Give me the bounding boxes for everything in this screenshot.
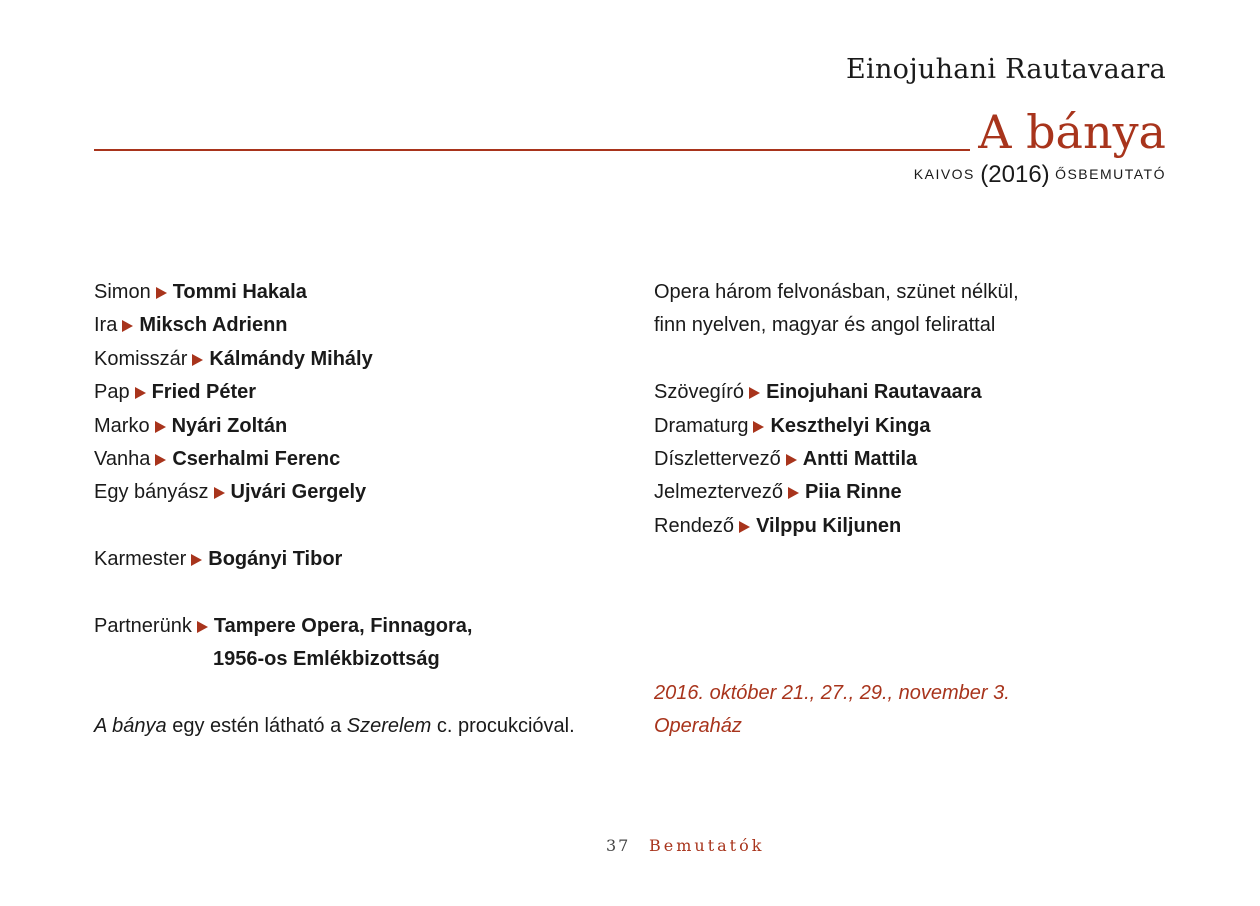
description-line: Opera három felvonásban, szünet nélkül, [654,281,1019,303]
cast-role: Komisszár [94,347,188,370]
section-name: Bemutatók [649,836,765,855]
performance-venue: Operaház [654,715,742,738]
crew-name: Keszthelyi Kinga [770,414,931,437]
crew-role: Rendező [654,514,735,537]
crew-name: Einojuhani Rautavaara [766,381,982,404]
arrow-icon [749,387,760,399]
crew-name: Antti Mattila [802,447,918,470]
composer-name: Einojuhani Rautavaara [846,54,1166,85]
crew-row [654,410,1174,443]
cast-column [94,276,624,743]
description-line: finn nyelven, magyar és angol felirattal [654,314,996,337]
crew-role: Szövegíró [654,381,745,404]
page-title: A bánya [978,105,1166,159]
cast-row [94,376,624,409]
cast-name: Tommi Hakala [172,281,307,303]
cast-row [94,476,624,509]
cast-role: Marko [94,414,150,437]
partner-row-continued [94,643,624,676]
partner-role: Partnerünk [94,614,192,637]
note-text: egy estén látható a [166,715,347,738]
page-number: 37 [606,836,631,855]
arrow-icon [214,487,225,499]
performance-dates: 2016. október 21., 27., 29., november 3. [654,681,1010,704]
crew-name: Piia Rinne [804,481,902,504]
arrow-icon [786,454,797,466]
crew-column [654,276,1174,743]
arrow-icon [788,487,799,499]
crew-name: Vilppu Kiljunen [756,514,902,537]
cast-role: Vanha [94,447,151,470]
crew-row [654,443,1174,476]
partner-row [94,610,624,643]
arrow-icon [155,454,166,466]
arrow-icon [192,354,203,366]
crew-row [654,510,1174,543]
arrow-icon [191,554,202,566]
cast-row [94,410,624,443]
arrow-icon [135,387,146,399]
arrow-icon [122,320,133,332]
arrow-icon [753,421,764,433]
arrow-icon [739,521,750,533]
crew-row [654,476,1174,509]
arrow-icon [197,621,208,633]
conductor-name: Bogányi Tibor [208,548,343,571]
conductor-role: Karmester [94,548,187,571]
note-title: A bánya [94,715,167,738]
cast-row [94,343,624,376]
subtitle-original-title: KAIVOS [913,166,975,182]
title-rule [94,149,970,151]
crew-role: Dramaturg [654,414,749,437]
cast-name: Kálmándy Mihály [209,347,373,370]
crew-role: Jelmeztervező [654,481,783,504]
subtitle-year: (2016) [980,161,1050,188]
cast-name: Miksch Adrienn [139,314,288,337]
crew-role: Díszlettervező [654,447,781,470]
cast-role: Ira [94,314,118,337]
conductor-row [94,543,624,576]
note-work: Szerelem [346,715,432,738]
cast-role: Simon [94,281,151,303]
cast-name: Fried Péter [151,381,257,404]
cast-row [94,276,624,309]
note-end: c. procukcióval. [431,715,575,738]
cast-name: Ujvári Gergely [230,481,367,504]
arrow-icon [156,287,167,299]
cast-role: Pap [94,381,130,404]
partner-name-continued: 1956-os Emlékbizottság [213,648,440,671]
cast-role: Egy bányász [94,481,209,504]
crew-row [654,376,1174,409]
subtitle [914,160,1166,189]
subtitle-premiere: ŐSBEMUTATÓ [1055,166,1166,182]
cast-name: Cserhalmi Ferenc [172,447,341,470]
cast-row [94,443,624,476]
partner-name: Tampere Opera, Finnagora, [213,614,473,637]
production-note [94,710,624,743]
arrow-icon [155,421,166,433]
cast-name: Nyári Zoltán [171,414,288,437]
cast-row [94,309,624,342]
